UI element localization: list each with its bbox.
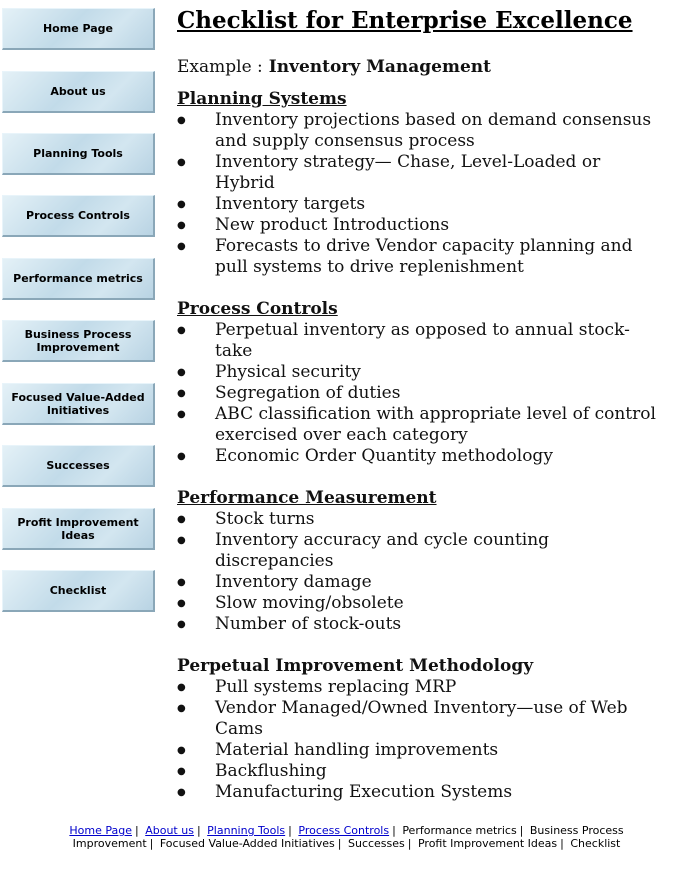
bullet-icon: ● xyxy=(177,409,186,420)
list-item-text: Forecasts to drive Vendor capacity planning and pull systems to drive replenishment xyxy=(215,236,633,277)
bullet-icon: ● xyxy=(177,703,186,714)
nav-button-label: Successes xyxy=(46,459,110,472)
list-item xyxy=(177,698,657,740)
list-item-text: Inventory projections based on demand consensus and supply consensus process xyxy=(215,110,652,151)
section-list xyxy=(177,110,657,278)
nav-button-label: Performance metrics xyxy=(13,272,143,285)
bullet-icon: ● xyxy=(177,241,186,252)
nav-button-label: Planning Tools xyxy=(33,147,123,160)
list-item xyxy=(177,782,657,803)
bullet-icon: ● xyxy=(177,367,186,378)
list-item xyxy=(177,614,657,635)
nav-about-us-button[interactable] xyxy=(2,71,155,113)
footer-separator: | xyxy=(519,824,524,837)
list-item-text: Pull systems replacing MRP xyxy=(215,677,457,697)
main-content xyxy=(177,6,657,803)
bullet-icon: ● xyxy=(177,577,186,588)
page-title: Checklist for Enterprise Excellence xyxy=(177,7,633,34)
list-item xyxy=(177,446,657,467)
bullet-icon: ● xyxy=(177,451,186,462)
bullet-icon: ● xyxy=(177,619,186,630)
bullet-icon: ● xyxy=(177,325,186,336)
footer-link[interactable]: Planning Tools xyxy=(207,824,286,837)
nav-home-page-button[interactable] xyxy=(2,8,155,50)
nav-checklist-button[interactable] xyxy=(2,570,155,612)
footer-link[interactable]: Process Controls xyxy=(298,824,390,837)
list-item-text: New product Introductions xyxy=(215,215,450,235)
bullet-icon: ● xyxy=(177,388,186,399)
bullet-icon: ● xyxy=(177,514,186,525)
list-item xyxy=(177,152,657,194)
nav-button-label: Business Process Improvement xyxy=(24,327,132,354)
footer-link[interactable]: Performance metrics xyxy=(402,824,517,837)
nav-business-process-improvement-button[interactable] xyxy=(2,320,155,362)
nav-button-label: Checklist xyxy=(49,584,107,597)
bullet-icon: ● xyxy=(177,682,186,693)
list-item xyxy=(177,404,657,446)
bullet-icon: ● xyxy=(177,787,186,798)
nav-button-label: About us xyxy=(50,85,106,98)
list-item-text: Inventory targets xyxy=(215,194,366,214)
list-item xyxy=(177,761,657,782)
nav-process-controls-button[interactable] xyxy=(2,195,155,237)
footer-separator: | xyxy=(288,824,292,837)
example-value: Inventory Management xyxy=(268,57,492,77)
bullet-icon: ● xyxy=(177,220,186,231)
footer-link[interactable]: Business Process Improvement xyxy=(72,824,624,850)
footer-link[interactable]: Focused Value-Added Initiatives xyxy=(159,837,335,850)
section-list xyxy=(177,677,657,803)
list-item-text: Perpetual inventory as opposed to annual stock-take xyxy=(215,320,630,361)
footer-navigation xyxy=(60,824,633,850)
list-item xyxy=(177,572,657,593)
bullet-icon: ● xyxy=(177,157,186,168)
bullet-icon: ● xyxy=(177,766,186,777)
bullet-icon: ● xyxy=(177,745,186,756)
bullet-icon: ● xyxy=(177,598,186,609)
example-label: Example : xyxy=(177,57,263,77)
list-item xyxy=(177,383,657,404)
footer-separator: | xyxy=(407,837,412,850)
list-item xyxy=(177,677,657,698)
footer-link[interactable]: About us xyxy=(145,824,194,837)
footer-separator: | xyxy=(135,824,139,837)
section-heading: Performance Measurement xyxy=(177,488,437,508)
footer-link[interactable]: Checklist xyxy=(570,837,621,850)
nav-planning-tools-button[interactable] xyxy=(2,133,155,175)
list-item-text: Physical security xyxy=(215,362,361,382)
list-item-text: Segregation of duties xyxy=(215,383,401,403)
footer-link[interactable]: Profit Improvement Ideas xyxy=(417,837,558,850)
section-heading: Planning Systems xyxy=(177,89,347,109)
nav-button-label: Profit Improvement Ideas xyxy=(17,515,139,542)
list-item-text: ABC classification with appropriate level of control exercised over each category xyxy=(215,404,656,445)
checklist-sections xyxy=(177,89,657,803)
footer-link[interactable]: Home Page xyxy=(69,824,132,837)
list-item xyxy=(177,593,657,614)
footer-separator: | xyxy=(392,824,396,837)
nav-button-label: Process Controls xyxy=(26,209,130,222)
footer-separator: | xyxy=(149,837,154,850)
bullet-icon: ● xyxy=(177,535,186,546)
footer-separator: | xyxy=(337,837,342,850)
bullet-icon: ● xyxy=(177,199,186,210)
list-item xyxy=(177,215,657,236)
list-item xyxy=(177,236,657,278)
nav-button-label: Focused Value-Added Initiatives xyxy=(11,390,145,417)
nav-profit-improvement-ideas-button[interactable] xyxy=(2,508,155,550)
list-item xyxy=(177,320,657,362)
list-item xyxy=(177,509,657,530)
nav-focused-value-added-initiatives-button[interactable] xyxy=(2,383,155,425)
list-item xyxy=(177,110,657,152)
list-item-text: Number of stock-outs xyxy=(215,614,402,634)
list-item-text: Manufacturing Execution Systems xyxy=(215,782,513,802)
list-item xyxy=(177,530,657,572)
list-item-text: Stock turns xyxy=(215,509,315,529)
nav-performance-metrics-button[interactable] xyxy=(2,258,155,300)
bullet-icon: ● xyxy=(177,115,186,126)
nav-button-label: Home Page xyxy=(42,22,114,35)
list-item-text: Material handling improvements xyxy=(215,740,499,760)
list-item-text: Inventory strategy— Chase, Level-Loaded or Hybrid xyxy=(215,152,601,193)
list-item-text: Inventory damage xyxy=(215,572,372,592)
list-item-text: Economic Order Quantity methodology xyxy=(215,446,553,466)
list-item-text: Backflushing xyxy=(215,761,327,781)
footer-separator: | xyxy=(560,837,564,850)
list-item xyxy=(177,362,657,383)
section-heading: Process Controls xyxy=(177,299,338,319)
list-item-text: Vendor Managed/Owned Inventory—use of Web Cams xyxy=(215,698,628,739)
example-line xyxy=(177,56,657,78)
footer-link[interactable]: Successes xyxy=(347,837,405,850)
section-list xyxy=(177,320,657,467)
section-heading: Perpetual Improvement Methodology xyxy=(177,656,534,676)
nav-successes-button[interactable] xyxy=(2,445,155,487)
list-item-text: Slow moving/obsolete xyxy=(215,593,404,613)
list-item-text: Inventory accuracy and cycle counting discrepancies xyxy=(215,530,550,571)
list-item xyxy=(177,194,657,215)
footer-separator: | xyxy=(196,824,201,837)
section-list xyxy=(177,509,657,635)
list-item xyxy=(177,740,657,761)
